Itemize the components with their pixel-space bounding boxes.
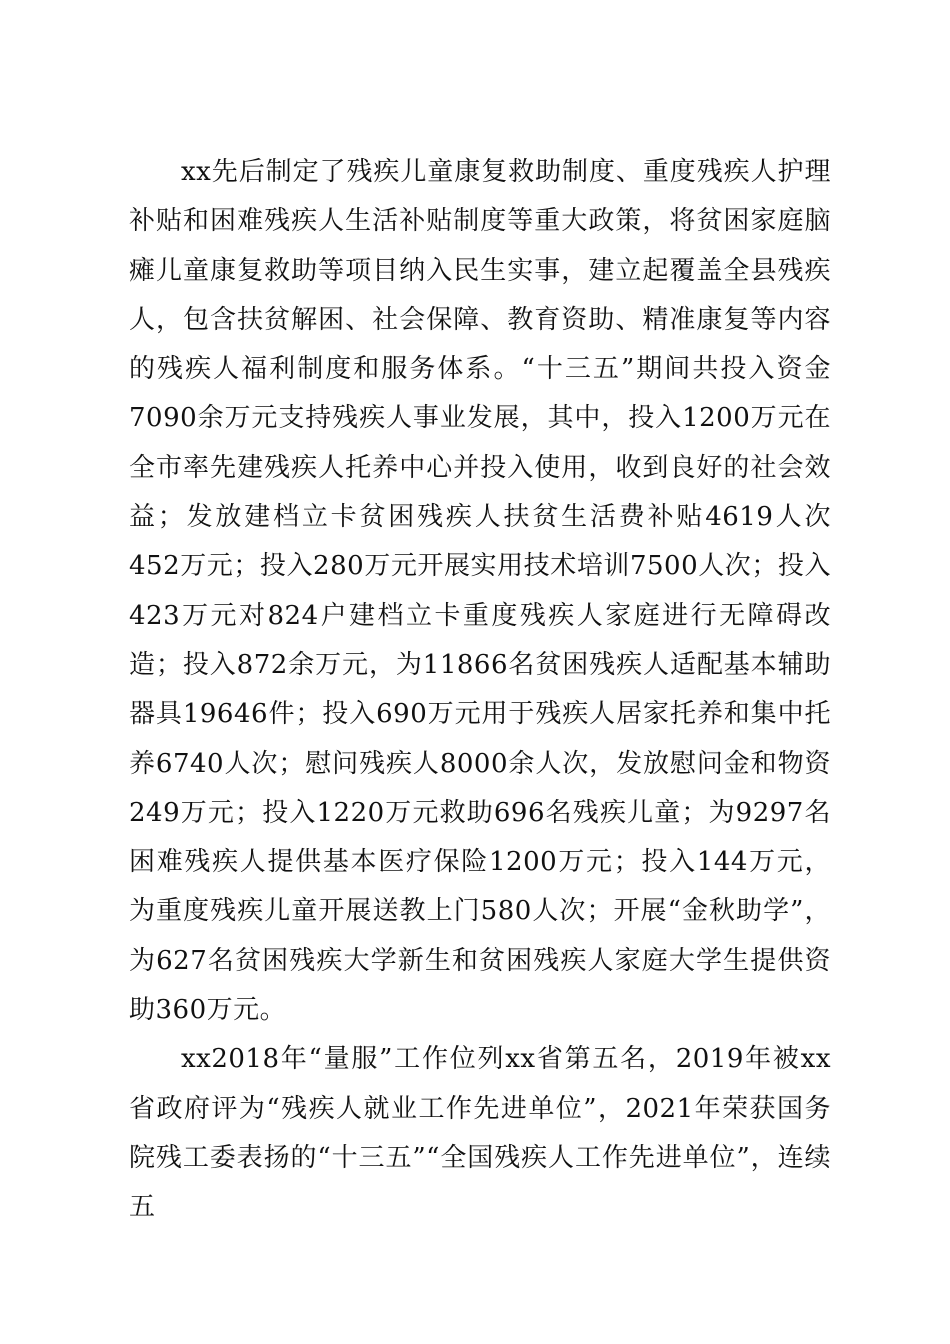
paragraph-disability-policies: xx先后制定了残疾儿童康复救助制度、重度残疾人护理补贴和困难残疾人生活补贴制度等重大政策，将贫困家庭脑瘫儿童康复救助等项目纳入民生实事，建立起覆盖全县残疾人，包含扶贫解困、社会保障、教育资助、精准康复等内容的残疾人福利制度和服务体系。“十三五”期间共投入资金7090余万元支持残疾人事业发展，其中，投入1200万元在全市率先建残疾人托养中心并投入使用，收到良好的社会效益；发放建档立卡贫困残疾人扶贫生活费补贴4619人次452万元；投入280万元开展实用技术培训7500人次；投入423万元对824户建档立卡重度残疾人家庭进行无障碍改造；投入872余万元，为11866名贫困残疾人适配基本辅助器具19646件；投入690万元用于残疾人居家托养和集中托养6740人次；慰问残疾人8000余人次，发放慰问金和物资249万元；投入1220万元救助696名残疾儿童；为9297名困难残疾人提供基本医疗保险1200万元；投入144万元，为重度残疾儿童开展送教上门580人次；开展“金秋助学”，为627名贫困残疾大学新生和贫困残疾人家庭大学生提供资助360万元。 xyxy=(129,157,831,1026)
document-body xyxy=(129,148,831,1233)
paragraph-honors: xx2018年“量服”工作位列xx省第五名，2019年被xx省政府评为“残疾人就业工作先进单位”，2021年荣获国务院残工委表扬的“十三五”“全国残疾人工作先进单位”，连续五 xyxy=(129,1044,831,1223)
